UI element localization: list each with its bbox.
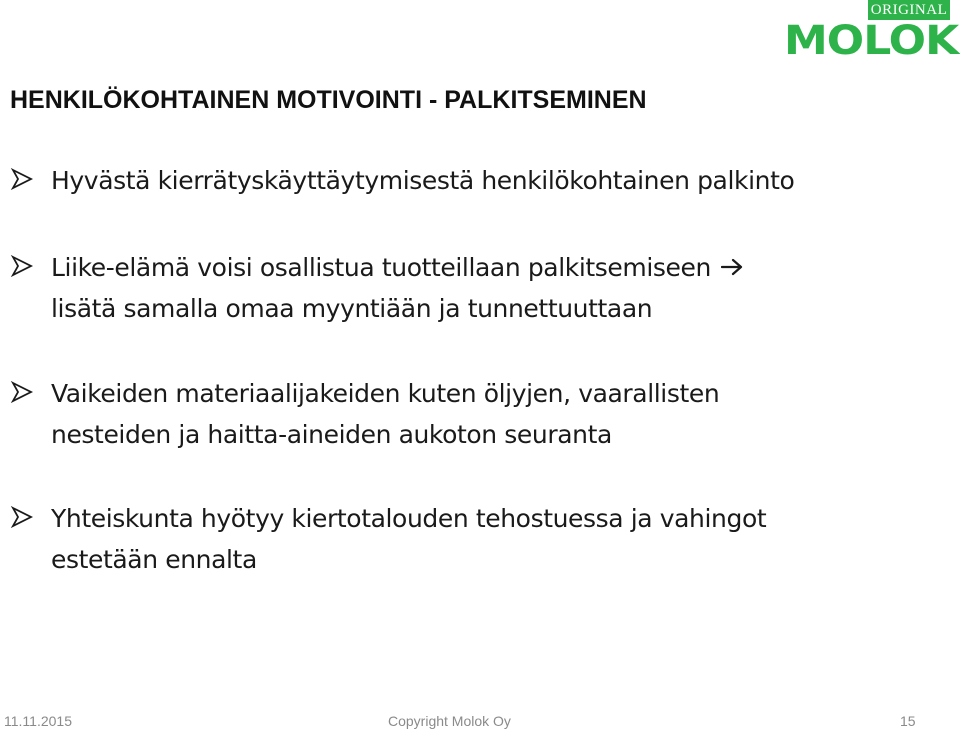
bullet-text [51, 373, 719, 455]
arrowhead-bullet-icon [10, 381, 34, 403]
arrowhead-bullet-icon [10, 168, 34, 190]
logo-original-badge: ORIGINAL [868, 0, 950, 20]
slide-title: HENKILÖKOHTAINEN MOTIVOINTI - PALKITSEMINEN [10, 86, 647, 114]
molok-logo [784, 0, 959, 68]
footer-copyright: Copyright Molok Oy [388, 713, 511, 729]
bullet-line: lisätä samalla omaa myyntiään ja tunnettuuttaan [51, 294, 653, 323]
bullet-line: Vaikeiden materiaalijakeiden kuten öljyjen, vaarallisten [51, 379, 720, 408]
arrowhead-bullet-icon [10, 506, 34, 528]
arrowhead-bullet-icon [10, 255, 34, 277]
bullet-line: Yhteiskunta hyötyy kiertotalouden tehostuessa ja vahingot [51, 504, 767, 533]
bullet-line: estetään ennalta [51, 545, 257, 574]
bullet-line: nesteiden ja haitta-aineiden aukoton seuranta [51, 420, 612, 449]
right-arrow-icon [721, 258, 743, 276]
footer-page-number: 15 [900, 713, 916, 729]
bullet-line: Liike-elämä voisi osallistua tuotteillaan palkitsemiseen [51, 247, 743, 288]
bullet-text [51, 498, 766, 580]
footer-date: 11.11.2015 [4, 713, 72, 729]
bullet-text [51, 160, 794, 201]
logo-wordmark: MOLOK [784, 17, 959, 64]
bullet-text [51, 247, 743, 329]
bullet-line: Hyvästä kierrätyskäyttäytymisestä henkilökohtainen palkinto [51, 166, 795, 195]
